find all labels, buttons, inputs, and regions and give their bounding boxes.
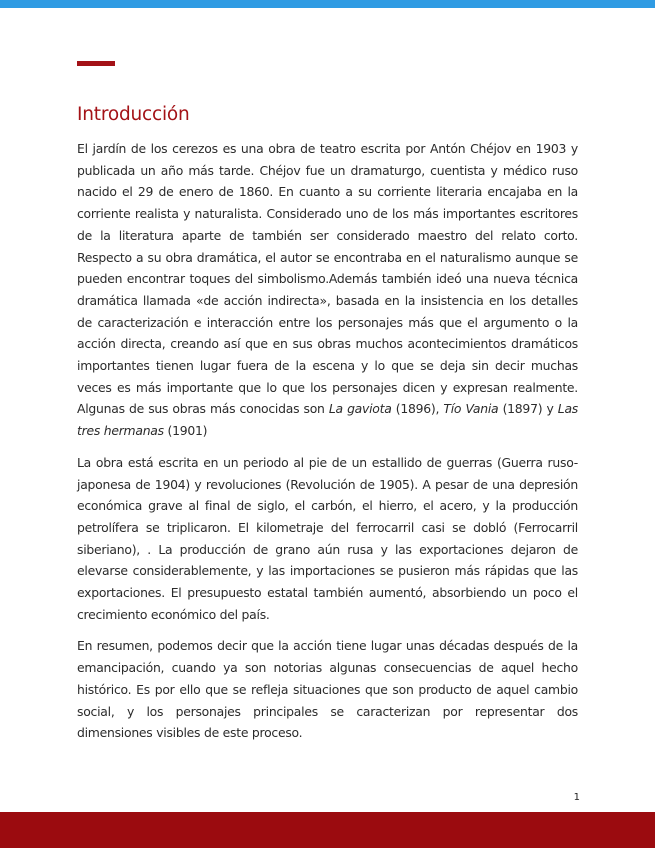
work-title-la-gaviota: La gaviota xyxy=(328,401,392,417)
work-year-las-tres-hermanas: (1901) xyxy=(163,423,208,439)
paragraph-3: En resumen, podemos decir que la acción tiene lugar unas décadas después de la emancipación, cuando ya son notorias algunas consecuencias de aquel hecho histórico. Es por ello que se refleja situaciones que son producto de aquel cambio social, y los personajes principales se caracterizan por representar dos dimensiones visibles de este proceso. xyxy=(77,638,578,741)
paragraph-1-part-2: Además también ideó una nueva técnica dramática llamada «de acción indirecta», basada en la insistencia en los detalles de caracterización e interacción entre los personajes más que el argumento o la acción directa, creando así que en sus obras muchos acontecimientos dramáticos importantes tienen lugar fuera de la escena y lo que se deja sin decir muchas veces es más importante que lo que los personajes dicen y expresan realmente. xyxy=(77,271,578,395)
top-color-bar xyxy=(0,0,655,8)
work-year-tio-vania: (1897) y xyxy=(498,401,558,417)
page-number: 1 xyxy=(573,792,580,803)
document-body xyxy=(77,138,578,754)
paragraph-1-part-1: El jardín de los cerezos es una obra de teatro escrita por Antón Chéjov en 1903 y publicada un año más tarde. Chéjov fue un dramaturgo, cuentista y médico ruso nacido el 29 de enero de 1860. En cuanto a su corriente literaria encajaba en la corriente realista y naturalista. Considerado uno de los más importantes escritores de la literatura aparte de también ser considerado maestro del relato corto. Respecto a su obra dramática, el autor se encontraba en el naturalismo aunque se pueden encontrar toques del simbolismo. xyxy=(77,141,578,287)
section-title: Introducción xyxy=(77,104,190,125)
paragraph-1-part-3: Algunas de sus obras más conocidas son xyxy=(77,401,329,417)
work-year-la-gaviota: (1896), xyxy=(391,401,444,417)
heading-accent-rule xyxy=(77,61,115,66)
work-title-tio-vania: Tío Vania xyxy=(443,401,499,417)
bottom-color-bar xyxy=(0,812,655,848)
work-title-las-tres-hermanas: Las tres hermanas xyxy=(77,401,578,439)
paragraph-1 xyxy=(77,138,578,442)
paragraph-2: La obra está escrita en un periodo al pie de un estallido de guerras (Guerra ruso-japonesa de 1904) y revoluciones (Revolución de 1905). A pesar de una depresión económica grave al final de siglo, el carbón, el hierro, el acero, y la producción petrolífera se triplicaron. El kilometraje del ferrocarril casi se dobló (Ferrocarril siberiano), . La producción de grano aún rusa y las exportaciones dejaron de elevarse considerablemente, y las importaciones se pusieron más rápidas que las exportaciones. El presupuesto estatal también aumentó, absorbiendo un poco el crecimiento económico del país. xyxy=(77,454,578,622)
